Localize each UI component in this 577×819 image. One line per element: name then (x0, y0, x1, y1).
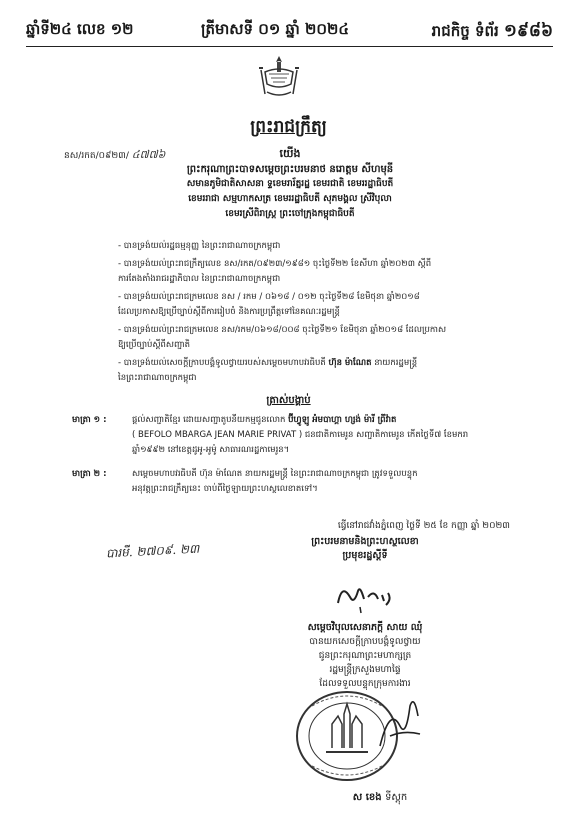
article-text: សម្តេចមហាបវរធិបតី ហ៊ុន ម៉ាណែត នាយករដ្ឋមន្ត្រី នៃព្រះរាជាណាចក្រកម្ពុជា ត្រូវទទួលបន្ទុក អនុវត្តព្រះរាជក្រឹត្យនេះ ចាប់ពីថ្ងៃឡាយព្រះហស្ថលេខាតទៅ។ (132, 469, 418, 494)
yeung-heading: យើង (279, 147, 301, 160)
header-rule (26, 46, 553, 47)
article-1 (72, 414, 532, 464)
viewing-line: - បានទ្រង់យល់ព្រះរាជក្រមលេខ នស/រកម/០៦១៨/០០៨ ចុះថ្ងៃទី២១ ខែមិថុនា ឆ្នាំ២០១៨ ដែលប្រកាស (118, 325, 447, 335)
signature-icon (330, 575, 400, 615)
article-label: មាត្រា ២ : (72, 469, 107, 479)
countersign-line-2: ជូនព្រះករុណាព្រះមហាក្សត្រ (318, 651, 412, 661)
viewing-line: ឱ្យប្រើច្បាប់ស្តីពីសញ្ជាតិ (118, 340, 191, 350)
article-label: មាត្រា ១ : (72, 415, 107, 425)
viewing-line-pm: - បានទ្រង់យល់សេចក្តីក្រាបបង្គំទូលថ្វាយរបស់សម្តេចមហាបវរធិបតី ហ៊ុន ម៉ាណែត នាយករដ្ឋមន្ត្រី (118, 358, 418, 368)
section-heading: ត្រាស់បង្គាប់ (266, 395, 311, 406)
header-issue: ឆ្នាំទី២៤ លេខ ១២ (26, 20, 134, 38)
intro-line-4: ខេមរស្រីពិរាស្ត្រ ព្រះចៅក្រុងកម្ពុជាធិបតី (225, 209, 355, 219)
handwritten-note: បារមី. ២៧០៩. ២៣ (105, 541, 200, 561)
viewing-line: - បានទ្រង់យល់ព្រះរាជក្រឹត្យលេខ នស/រកត/០៩២៣/១៩៨១ ចុះថ្ងៃទី២២ ខែសីហា ឆ្នាំ២០២៣ ស្តីពី (118, 259, 432, 269)
place-date: ធ្វើនៅរាជវាំងភ្នំពេញ ថ្ងៃទី ២៥ ខែ កញ្ញា ឆ្នាំ ២០២៣ (337, 521, 510, 531)
signer-name: សម្តេចវិបុលសេនាភក្តី សាយ ឈុំ (307, 622, 423, 633)
gazette-header (26, 20, 553, 44)
countersign-signature-icon (370, 686, 430, 756)
viewing-line: ដែលប្រកាសឱ្យប្រើច្បាប់ស្តីពីការរៀបចំ និងការប្រព្រឹត្តទៅនៃគណៈរដ្ឋមន្ត្រី (118, 307, 340, 317)
intro-line-2: សមានភូមិជាតិសាសនា ទ្ទខេមរារ័ត្នរដ្ឋ ខេមរជាតិ ខេមររដ្ឋាធិបតី (186, 179, 394, 189)
countersign-line-4: ដែលទទួលបន្ទុកក្រុមការងារ (319, 679, 411, 689)
article-2 (72, 468, 532, 502)
viewing-line: - បានទ្រង់យល់រដ្ឋធម្មនុញ្ញ នៃព្រះរាជាណាចក្រកម្ពុជា (118, 241, 281, 251)
intro-line-1: ព្រះករុណាព្រះបាទសម្តេចព្រះបរមនាថ នរោត្តម សីហមុនី (186, 164, 394, 175)
article-text: ផ្តល់សញ្ជាតិខ្មែរ ដោយសញ្ជាតូបនីយកម្មជូនលោក ប៊ីហ្វូឡូ អំមបាហ្គា ហ្សង់ ម៉ារី ព្រីវ៉ាត ( BEFOLO MBARGA JEAN MARIE PRIVAT ) ជនជាតិកាមេរូន សញ្ជាតិកាមេរូន កើតថ្ងៃទី៧ ខែមករា ឆ្នាំ១៩៩២ នៅខេត្តដូអូ-អូម៉ូ សាធារណរដ្ឋកាមេរូន។ (132, 415, 469, 455)
countersign-name: ស ខេង ទីស្ដុក (352, 792, 408, 803)
viewing-line: ការតែងតាំងរាជរដ្ឋាភិបាល នៃព្រះរាជាណាចក្រកម្ពុជា (118, 274, 281, 284)
document-title: ព្រះរាជក្រឹត្យ (250, 117, 327, 137)
royal-signature-title: ព្រះបរមនាមនិងព្រះហស្ថលេខា (311, 536, 419, 547)
viewing-line: - បានទ្រង់យល់ព្រះរាជក្រមលេខ នស / រកម / ០៦១៨ / ០១២ ចុះថ្ងៃទី២៨ ខែមិថុនា ឆ្នាំ២០១៨ (118, 292, 420, 302)
acting-head-of-state: ប្រមុខរដ្ឋស្តីទី (342, 550, 388, 561)
viewing-line: នៃព្រះរាជាណាចក្រកម្ពុជា (118, 373, 197, 383)
header-page: រាជកិច្ច ទំព័រ ១៩៨៦ (431, 21, 553, 41)
royal-crest-icon (255, 54, 303, 100)
intro-line-3: ខេមររាជា សម្មហាកសត្រ ខេមររដ្ឋាធិបតី សុភមង្គល ស្រីវិបុលា (188, 194, 392, 204)
decree-reference: នស/រកត/០៩២៣/ ៤៧៧៦ (64, 148, 166, 161)
countersign-line-1: បានយកសេចក្តីក្រាបបង្គំទូលថ្វាយ (309, 637, 421, 647)
header-quarter: ត្រីមាសទី ០១ ឆ្នាំ ២០២៤ (201, 20, 349, 38)
countersign-line-3: រដ្ឋមន្ត្រីក្រសួងមហាផ្ទៃ (329, 665, 401, 675)
